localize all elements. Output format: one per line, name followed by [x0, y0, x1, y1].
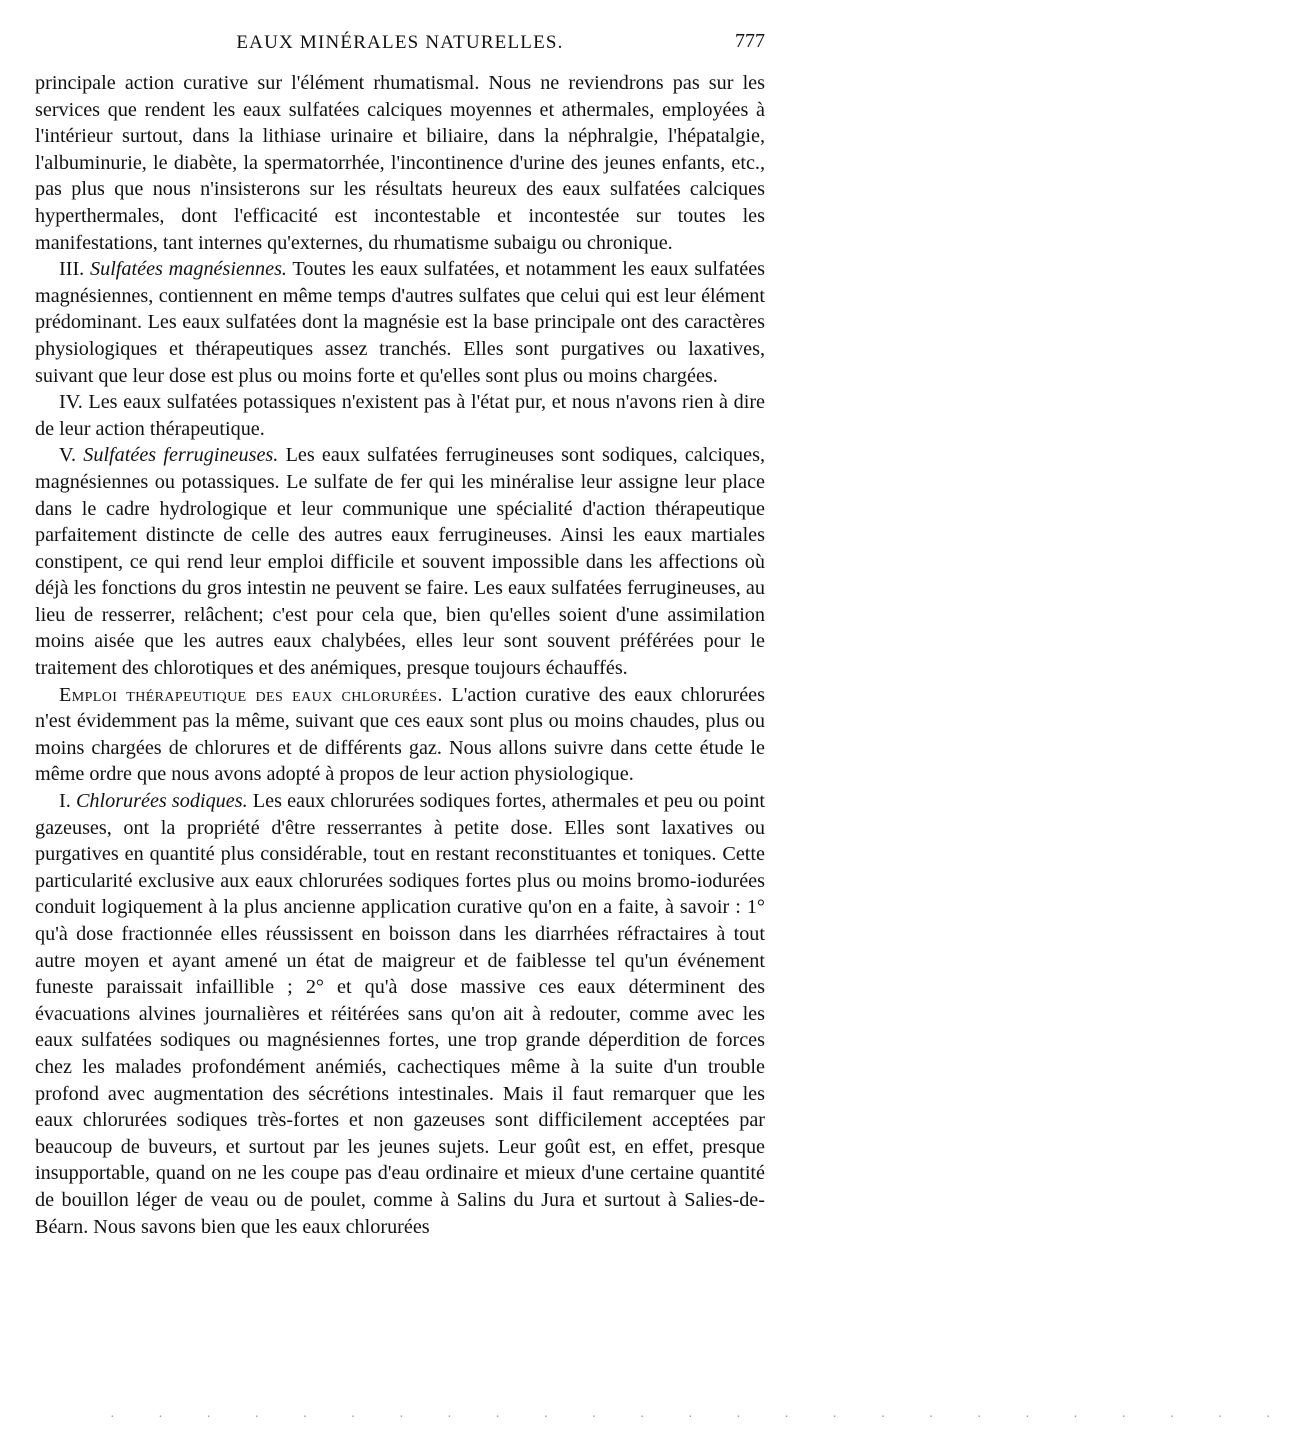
page-body [35, 70, 765, 1240]
running-title: EAUX MINÉRALES NATURELLES. [236, 32, 564, 53]
paragraph-chlorurees-sodiques [35, 788, 765, 1240]
paragraph-text: L'action curative des eaux chlorurées n'est évidemment pas la même, suivant que ces eaux sont plus ou moins chaudes, plus ou moins chargées de chlorures et de différents gaz. Nous allons suivre dans cette étude le même ordre que nous avons adopté à propos de leur action physiologique. [35, 683, 765, 786]
scan-artifact-marks: · · · · · · · · · · · · · · · · · · · · · · · · · [110, 1410, 1291, 1425]
section-title: Chlorurées sodiques. [75, 790, 248, 813]
section-title: Sulfatées ferrugineuses. [83, 444, 279, 467]
paragraph-text: Toutes les eaux sulfatées, et notamment les eaux sulfatées magnésiennes, contiennent en même temps d'autres sulfates que celui qui est leur élément prédominant. Les eaux sulfatées dont la magnésie est la base principale ont des caractères physiologiques et thérapeutiques assez tranchés. Elles sont purgatives ou laxatives, suivant que leur dose est plus ou moins forte et qu'elles sont plus ou moins chargées. [35, 258, 766, 387]
paragraph-text: Les eaux chlorurées sodiques fortes, athermales et peu ou point gazeuses, ont la propriété d'être resserrantes à petite dose. Elles sont laxatives ou purgatives en quantité plus considérable, tout en restant reconstituantes et toniques. Cette particularité exclusive aux eaux chlorurées sodiques fortes plus ou moins bromo-iodurées conduit logiquement à la plus ancienne application curative qu'on en a faite, à savoir : 1° qu'à dose fractionnée elles réussissent en boisson dans les diarrhées réfractaires à tout autre moyen et ayant amené un état de maigreur et de faiblesse tel qu'un événement funeste paraissait infaillible ; 2° et qu'à dose massive ces eaux déterminent des évacuations alvines journalières et réitérées sans qu'on ait à redouter, comme avec les eaux sulfatées sodiques ou magnésiennes fortes, une trop grande déperdition de forces chez les malades profondément anémiés, cachectiques même à la suite d'un trouble profond avec augmentation des sécrétions intestinales. Mais il faut remarquer que les eaux chlorurées sodiques très-fortes et non gazeuses sont difficilement acceptées par beaucoup de buveurs, et surtout par les jeunes sujets. Leur goût est, en effet, presque insupportable, quand on ne les coupe pas d'eau ordinaire et mieux d'une certaine quantité de bouillon léger de veau ou de poulet, comme à Salins du Jura et surtout à Salies-de-Béarn. Nous savons bien que les eaux chlorurées [35, 790, 765, 1238]
paragraph-text: principale action curative sur l'élément rhumatismal. Nous ne reviendrons pas sur les services que rendent les eaux sulfatées calciques moyennes et athermales, employées à l'intérieur surtout, dans la lithiase urinaire et biliaire, dans la néphralgie, l'hépatalgie, l'albuminurie, le diabète, la spermatorrhée, l'incontinence d'urine des jeunes enfants, etc., pas plus que nous n'insisterons sur les résultats heureux des eaux sulfatées calciques hyperthermales, dont l'efficacité est incontestable et incontestée sur toutes les manifestations, tant internes qu'externes, du rhumatisme subaigu ou chronique. [35, 72, 765, 254]
paragraph-text: Les eaux sulfatées ferrugineuses sont sodiques, calciques, magnésiennes ou potassiques. Le sulfate de fer qui les minéralise leur assigne leur place dans le cadre hydrologique et leur communique une spécialité d'action thérapeutique parfaitement distincte de celle des autres eaux ferrugineuses. Ainsi les eaux martiales constipent, ce qui rend leur emploi difficile et souvent impossible dans les affections où déjà les fonctions du gros intestin ne peuvent se faire. Les eaux sulfatées ferrugineuses, au lieu de resserrer, relâchent; c'est pour cela que, bien qu'elles soient d'une assimilation moins aisée que les autres eaux chalybées, elles leur sont souvent préférées pour le traitement des chlorotiques et des anémiques, presque toujours échauffés. [35, 444, 766, 680]
paragraph-sulfatees-potassiques [35, 389, 765, 442]
section-number: IV. [59, 391, 83, 414]
page-number: 777 [735, 30, 765, 52]
section-number: III. [59, 258, 85, 281]
paragraph-emploi-chlorurees [35, 682, 765, 788]
paragraph-text: Les eaux sulfatées potassiques n'existent pas à l'état pur, et nous n'avons rien à dire de leur action thérapeutique. [35, 391, 765, 440]
paragraph-sulfatees-magnesiennes [35, 256, 765, 389]
paragraph-sulfatees-ferrugineuses [35, 442, 765, 681]
section-number: I. [59, 790, 71, 813]
section-number: V. [59, 444, 77, 467]
section-heading: Emploi thérapeutique des eaux chlorurées. [59, 683, 443, 706]
paragraph-rhumatisme [35, 70, 765, 256]
section-title: Sulfatées magnésiennes. [90, 258, 287, 281]
page-header [35, 30, 765, 58]
